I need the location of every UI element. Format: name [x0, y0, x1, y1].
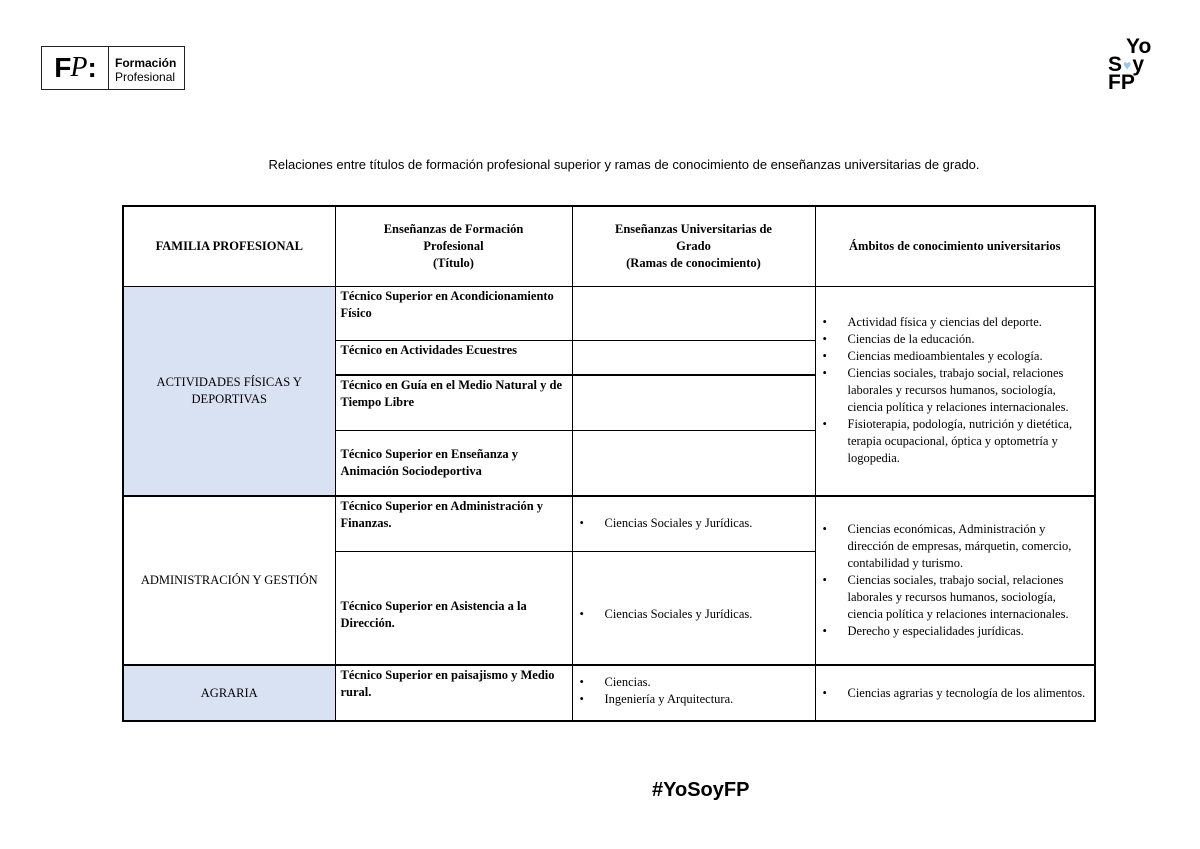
fp-logo-f: F	[54, 52, 71, 83]
familia-cell: ADMINISTRACIÓN Y GESTIÓN	[123, 496, 335, 665]
ambitos-cell	[815, 496, 1095, 665]
familia-label-line1: ACTIVIDADES FÍSICAS Y	[156, 374, 302, 389]
titulo-cell: Técnico en Actividades Ecuestres	[335, 340, 572, 375]
header-ambitos: Ámbitos de conocimiento universitarios	[815, 206, 1095, 286]
header-fp	[335, 206, 572, 286]
ramas-list	[578, 515, 810, 532]
table-row	[123, 496, 1095, 551]
header-uni-line1: Enseñanzas Universitarias de	[615, 221, 772, 236]
titulo-cell: Técnico Superior en paisajismo y Medio rural.	[335, 665, 572, 721]
rama-cell	[572, 665, 815, 721]
yosoy-line1: Yo	[1126, 35, 1152, 58]
rama-cell	[572, 551, 815, 665]
list-item: • Ciencias.	[578, 674, 810, 691]
table-row	[123, 286, 1095, 340]
list-item: • Fisioterapia, podología, nutrición y dietética, terapia ocupacional, óptica y optometría y logopedia.	[821, 416, 1090, 467]
titulo-cell: Técnico en Guía en el Medio Natural y de Tiempo Libre	[335, 375, 572, 430]
header-uni-line3: (Ramas de conocimiento)	[626, 255, 761, 270]
fp-logo-line2: Profesional	[115, 70, 176, 84]
fp-logo-text	[109, 47, 184, 89]
header-familia: FAMILIA PROFESIONAL	[123, 206, 335, 286]
rama-cell-empty	[572, 286, 815, 340]
rama-cell-empty	[572, 430, 815, 496]
header-fp-line2: Profesional	[423, 238, 484, 253]
titulo-cell: Técnico Superior en Administración y Finanzas.	[335, 496, 572, 551]
ambitos-list	[821, 521, 1090, 640]
rama-cell-empty	[572, 340, 815, 375]
rama-cell-empty	[572, 375, 815, 430]
rama-cell	[572, 496, 815, 551]
list-item: • Ciencias sociales, trabajo social, relaciones laborales y recursos humanos, sociología, ciencia política y relaciones internacionales.	[821, 365, 1090, 416]
fp-logo-p: P	[70, 52, 87, 83]
ambitos-list	[821, 685, 1090, 702]
header-fp-line1: Enseñanzas de Formación	[383, 221, 524, 236]
familia-cell	[123, 286, 335, 496]
ramas-list	[578, 606, 810, 623]
list-item: • Derecho y especialidades jurídicas.	[821, 623, 1090, 640]
list-item: • Ciencias Sociales y Jurídicas.	[578, 515, 810, 532]
familia-cell: AGRARIA	[123, 665, 335, 721]
list-item: • Ciencias de la educación.	[821, 331, 1090, 348]
list-item: • Ciencias sociales, trabajo social, relaciones laborales y recursos humanos, sociología, ciencia política y relaciones internacionales.	[821, 572, 1090, 623]
relations-table	[122, 205, 1096, 722]
header-universitarias	[572, 206, 815, 286]
ambitos-cell	[815, 286, 1095, 496]
fp-logo	[41, 46, 185, 90]
fp-logo-colon: :	[87, 52, 96, 83]
list-item: • Actividad física y ciencias del deporte.	[821, 314, 1090, 331]
yosoy-line3: FP	[1108, 71, 1135, 94]
fp-logo-mark	[42, 47, 108, 89]
titulo-cell: Técnico Superior en Acondicionamiento Físico	[335, 286, 572, 340]
heart-icon: ♥	[1123, 57, 1132, 73]
document-title: Relaciones entre títulos de formación profesional superior y ramas de conocimiento de enseñanzas universitarias de grado.	[268, 157, 980, 172]
familia-label-line2: DEPORTIVAS	[191, 391, 267, 406]
list-item: • Ciencias agrarias y tecnología de los alimentos.	[821, 685, 1090, 702]
header-uni-line2: Grado	[676, 238, 711, 253]
yosoy-line2-y: y	[1132, 53, 1145, 76]
list-item: • Ciencias Sociales y Jurídicas.	[578, 606, 810, 623]
ramas-list	[578, 674, 810, 708]
fp-logo-line1: Formación	[115, 56, 177, 70]
ambitos-list	[821, 314, 1090, 467]
table-header-row	[123, 206, 1095, 286]
list-item: • Ciencias medioambientales y ecología.	[821, 348, 1090, 365]
table-row	[123, 665, 1095, 721]
yosoyfp-logo	[1108, 35, 1160, 100]
list-item: • Ciencias económicas, Administración y dirección de empresas, márquetin, comercio, contabilidad y turismo.	[821, 521, 1090, 572]
list-item: • Ingeniería y Arquitectura.	[578, 691, 810, 708]
titulo-cell: Técnico Superior en Asistencia a la Dirección.	[335, 551, 572, 665]
ambitos-cell	[815, 665, 1095, 721]
titulo-cell: Técnico Superior en Enseñanza y Animación Sociodeportiva	[335, 430, 572, 496]
yosoy-line2-s: S	[1108, 53, 1123, 76]
hashtag-footer: #YoSoyFP	[652, 779, 750, 801]
header-fp-line3: (Título)	[433, 255, 474, 270]
